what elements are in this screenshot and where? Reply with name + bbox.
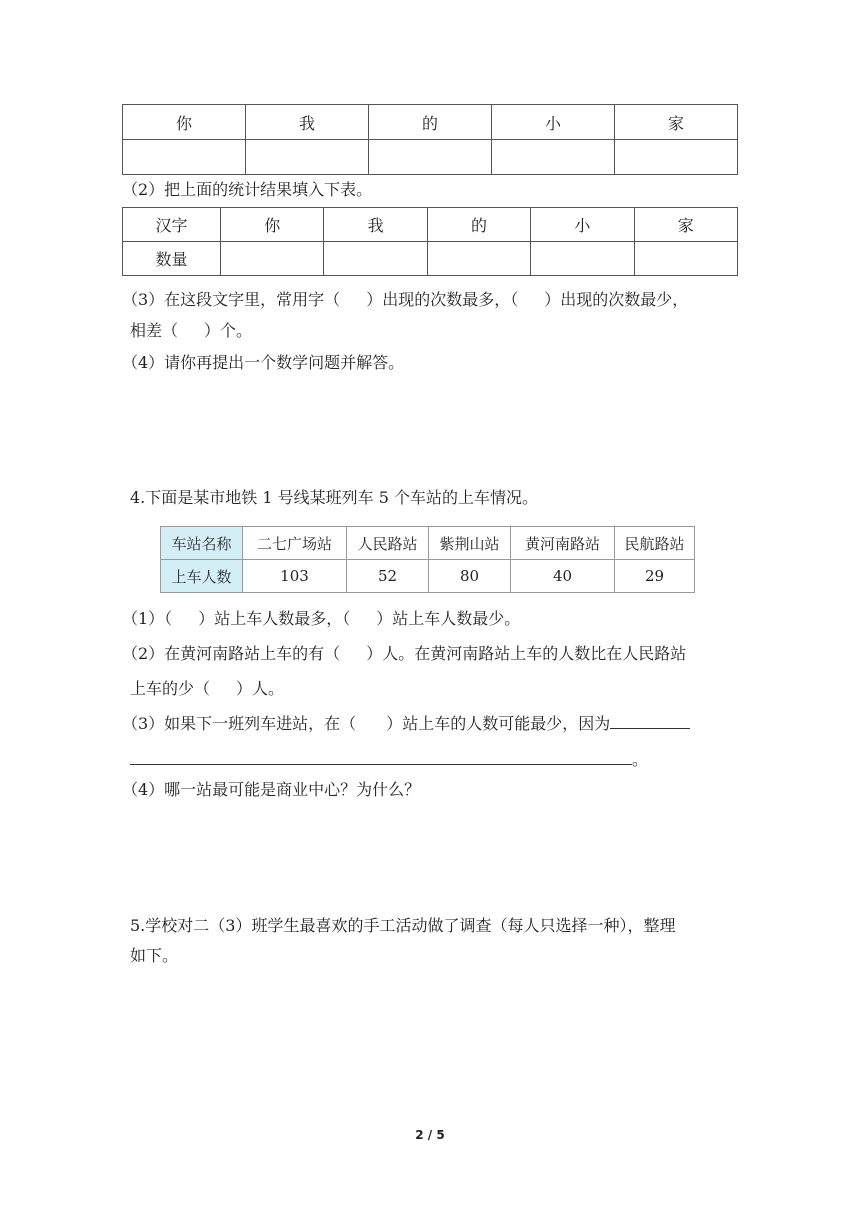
row-label: 数量 — [123, 242, 221, 276]
tally-cell[interactable] — [246, 140, 369, 175]
tally-cell[interactable] — [615, 140, 738, 175]
table-header-cell: 小 — [492, 105, 615, 140]
table-row — [123, 140, 738, 175]
text-segment: （3）在这段文字里，常用字（ — [122, 290, 341, 309]
station-name-cell: 紫荆山站 — [429, 527, 511, 560]
character-count-table — [122, 207, 738, 276]
count-cell: 40 — [511, 560, 615, 593]
problem-4-sub-4: （4）哪一站最可能是商业中心？为什么？ — [122, 780, 421, 799]
table-header-cell: 你 — [123, 105, 246, 140]
table-header-cell: 家 — [615, 105, 738, 140]
question-3-line-1 — [122, 290, 688, 310]
station-name-cell: 民航路站 — [615, 527, 695, 560]
problem-4-sub-3-line-1 — [122, 714, 690, 734]
tally-cell[interactable] — [369, 140, 492, 175]
count-cell: 103 — [243, 560, 347, 593]
text-segment: ）站上车人数最少。 — [376, 609, 521, 628]
table-header-cell: 我 — [246, 105, 369, 140]
table-row — [161, 560, 695, 593]
text-segment: 上车的少（ — [130, 679, 211, 698]
problem-4-sub-1 — [122, 609, 520, 629]
text-segment: 。 — [632, 750, 649, 769]
count-cell: 52 — [347, 560, 429, 593]
table-header-cell: 家 — [634, 208, 737, 242]
text-segment: ）个。 — [204, 321, 253, 340]
text-segment: ）出现的次数最少， — [544, 290, 689, 309]
tally-cell[interactable] — [123, 140, 246, 175]
row-label: 汉字 — [123, 208, 221, 242]
reason-blank[interactable] — [130, 750, 632, 765]
text-segment: ）出现的次数最多，（ — [366, 290, 519, 309]
count-cell[interactable] — [427, 242, 530, 276]
row-label: 车站名称 — [161, 527, 243, 560]
count-cell[interactable] — [531, 242, 634, 276]
problem-4-sub-2-line-2 — [130, 679, 284, 699]
tally-cell[interactable] — [492, 140, 615, 175]
row-label: 上车人数 — [161, 560, 243, 593]
station-name-cell: 二七广场站 — [243, 527, 347, 560]
text-segment: （1）（ — [122, 609, 173, 628]
text-segment: ）人。在黄河南路站上车的人数比在人民路站 — [366, 644, 687, 663]
text-segment: ）人。 — [236, 679, 285, 698]
station-name-cell: 黄河南路站 — [511, 527, 615, 560]
station-name-cell: 人民路站 — [347, 527, 429, 560]
page-number: 2 / 5 — [415, 1128, 445, 1142]
text-segment: ）站上车的人数可能最少，因为 — [386, 714, 611, 733]
text-segment: ）站上车人数最多，（ — [198, 609, 351, 628]
table-row — [161, 527, 695, 560]
question-2: （2）把上面的统计结果填入下表。 — [122, 180, 373, 199]
table-row — [123, 105, 738, 140]
table-header-cell: 我 — [324, 208, 427, 242]
question-4: （4）请你再提出一个数学问题并解答。 — [122, 353, 405, 372]
problem-4-sub-3-line-2 — [130, 750, 648, 770]
text-segment: 相差（ — [130, 321, 179, 340]
table-row — [123, 208, 738, 242]
problem-4-sub-2-line-1 — [122, 644, 686, 664]
problem-4-title: 4.下面是某市地铁 1 号线某班列车 5 个车站的上车情况。 — [130, 488, 538, 507]
count-cell[interactable] — [324, 242, 427, 276]
reason-blank[interactable] — [610, 714, 690, 729]
table-header-cell: 的 — [427, 208, 530, 242]
count-cell[interactable] — [634, 242, 737, 276]
text-segment: （3）如果下一班列车进站，在（ — [122, 714, 357, 733]
count-cell[interactable] — [221, 242, 324, 276]
count-cell: 80 — [429, 560, 511, 593]
problem-5-line-1: 5.学校对二（3）班学生最喜欢的手工活动做了调查（每人只选择一种），整理 — [130, 916, 676, 935]
problem-5-line-2: 如下。 — [130, 946, 179, 965]
character-tally-table — [122, 104, 738, 175]
count-cell: 29 — [615, 560, 695, 593]
question-3-line-2 — [130, 321, 252, 341]
table-header-cell: 你 — [221, 208, 324, 242]
text-segment: （2）在黄河南路站上车的有（ — [122, 644, 341, 663]
station-boarding-table — [160, 526, 695, 593]
table-row — [123, 242, 738, 276]
table-header-cell: 的 — [369, 105, 492, 140]
table-header-cell: 小 — [531, 208, 634, 242]
